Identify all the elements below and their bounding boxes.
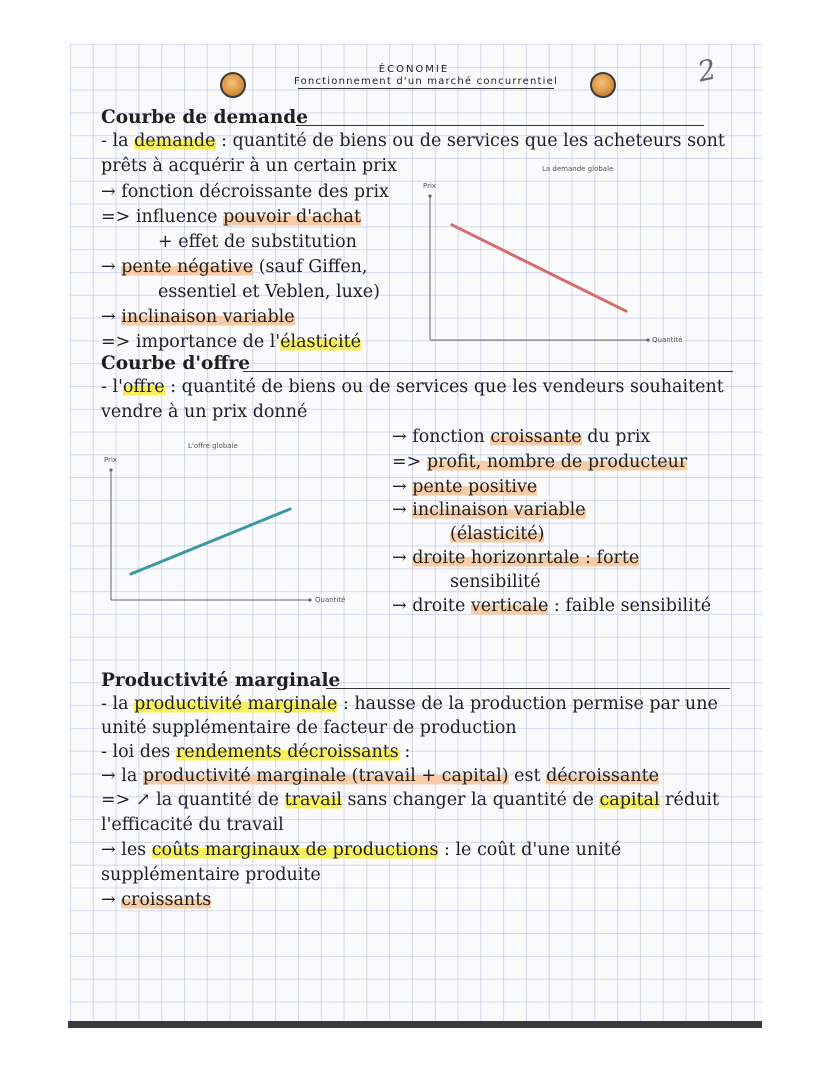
section-title-offre: Courbe d'offre	[101, 353, 251, 374]
y-axis-arrowhead	[428, 194, 431, 197]
offre-point-2: => profit, nombre de producteur	[392, 452, 688, 472]
demande-definition-line-2: prêts à acquérir à un certain prix	[101, 156, 398, 176]
productivite-line-3: - loi des rendements décroissants :	[101, 742, 411, 762]
header-underline	[298, 88, 554, 89]
section-rule-demande	[296, 125, 704, 126]
section-rule-offre	[243, 371, 733, 372]
x-axis-label: Quantité	[315, 596, 346, 604]
y-axis-arrowhead	[109, 468, 112, 471]
section-rule-productivite	[326, 688, 730, 689]
header-topic: Fonctionnement d'un marché concurrentiel	[294, 76, 558, 87]
term-demande: demande	[134, 131, 216, 151]
x-axis-arrowhead	[308, 598, 311, 601]
demand-curve	[452, 225, 626, 311]
y-axis-label: Prix	[104, 456, 118, 464]
productivite-line-7: → les coûts marginaux de productions : le coût d'une unité	[101, 840, 622, 860]
offre-point-1: → fonction croissante du prix	[392, 427, 651, 447]
offre-point-5: (élasticité)	[450, 524, 545, 544]
page-bottom-edge	[68, 1021, 762, 1028]
demande-point-3: + effet de substitution	[158, 232, 357, 252]
section-title-demande: Courbe de demande	[101, 107, 308, 128]
page-number: 2	[694, 52, 720, 89]
chart-title: La demande globale	[542, 165, 614, 173]
demande-point-4: → pente négative (sauf Giffen,	[101, 257, 368, 277]
supply-chart	[100, 438, 360, 608]
productivite-line-8: supplémentaire produite	[101, 865, 321, 885]
demande-point-2: => influence pouvoir d'achat	[101, 207, 362, 227]
offre-point-4: → inclinaison variable	[392, 500, 586, 520]
y-axis-label: Prix	[423, 182, 437, 190]
x-axis-arrowhead	[646, 338, 649, 341]
term-offre: offre	[122, 377, 165, 397]
productivite-line-2: unité supplémentaire de facteur de production	[101, 718, 517, 738]
supply-curve	[131, 509, 290, 574]
header-subject: ÉCONOMIE	[378, 64, 450, 75]
chart-title: L'offre globale	[188, 442, 238, 450]
section-title-productivite: Productivité marginale	[101, 670, 341, 691]
demande-point-6: → inclinaison variable	[101, 307, 295, 327]
demande-point-5: essentiel et Veblen, luxe)	[158, 282, 380, 302]
productivite-line-9: → croissants	[101, 890, 212, 910]
productivite-line-4: → la productivité marginale (travail + capital) est décroissante	[101, 766, 659, 786]
productivite-line-6: l'efficacité du travail	[101, 815, 284, 835]
offre-point-8: → droite verticale : faible sensibilité	[392, 596, 712, 616]
demande-definition-line-1: - la demande : quantité de biens ou de services que les acheteurs sont	[101, 131, 725, 151]
productivite-line-5: => ↗ la quantité de travail sans changer la quantité de capital réduit	[101, 790, 719, 810]
offre-point-6: → droite horizonrtale : forte	[392, 548, 640, 568]
x-axis-label: Quantité	[652, 336, 683, 344]
offre-point-3: → pente positive	[392, 477, 538, 497]
demande-point-7: => importance de l'élasticité	[101, 332, 361, 352]
offre-definition-line-2: vendre à un prix donné	[101, 402, 308, 422]
productivite-line-1: - la productivité marginale : hausse de la production permise par une	[101, 694, 718, 714]
demande-point-1: → fonction décroissante des prix	[101, 182, 389, 202]
offre-point-7: sensibilité	[450, 572, 541, 592]
offre-definition-line-1: - l'offre : quantité de biens ou de services que les vendeurs souhaitent	[101, 377, 724, 397]
demand-chart	[420, 160, 700, 350]
